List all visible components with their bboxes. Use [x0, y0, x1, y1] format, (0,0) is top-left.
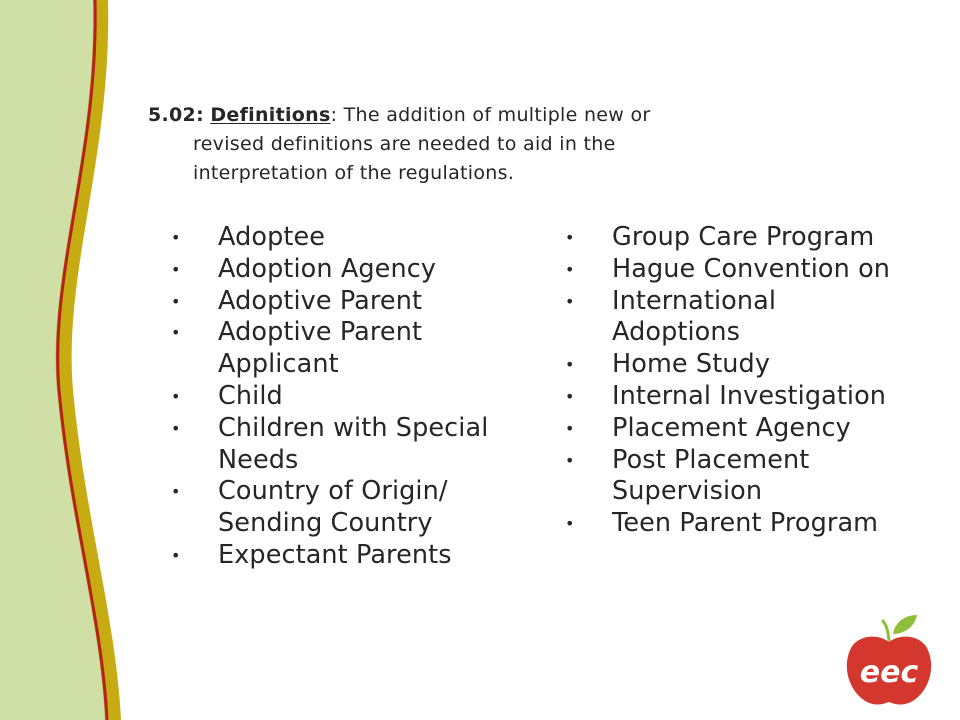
- term-item-internal-investigation: [562, 381, 942, 413]
- term-item-home-study: [562, 349, 942, 381]
- term-text: Sending Country: [218, 508, 433, 539]
- term-item-expectant-parents: [168, 540, 513, 572]
- definitions-list-left: [168, 222, 513, 572]
- bullet-icon: •: [171, 386, 181, 406]
- term-item-country-of-origin-sending-country: [168, 476, 513, 540]
- term-item-hague-convention-on: [562, 254, 942, 286]
- term-text: Hague Convention on: [612, 253, 891, 284]
- term-text: Country of Origin/: [218, 476, 448, 507]
- term-text: Group Care Program: [612, 222, 875, 252]
- apple-logo-icon: [843, 612, 935, 708]
- term-text: Children with Special: [218, 412, 489, 443]
- bullet-icon: •: [565, 514, 575, 534]
- term-text: Child: [218, 380, 283, 411]
- term-text: Expectant Parents: [218, 539, 452, 570]
- bullet-icon: •: [565, 228, 575, 247]
- term-text: Applicant: [218, 349, 339, 380]
- term-text: Teen Parent Program: [612, 508, 879, 539]
- term-text: International: [612, 285, 777, 316]
- term-text: Placement Agency: [612, 412, 851, 443]
- term-text: Adoptions: [612, 317, 741, 348]
- bullet-icon: •: [565, 450, 575, 470]
- term-item-adoption-agency: [168, 254, 513, 286]
- bullet-icon: •: [171, 418, 181, 438]
- term-text: Adoptive Parent: [218, 285, 423, 316]
- section-number: 5.02:: [148, 104, 204, 126]
- decorative-side-band: [0, 0, 140, 720]
- heading-line-2: revised definitions are needed to aid in the: [193, 133, 616, 155]
- term-text: Needs: [218, 444, 299, 475]
- term-item-post-placement-supervision: [562, 445, 942, 509]
- logo-text: eec: [859, 655, 919, 690]
- heading-line-3: interpretation of the regulations.: [193, 162, 515, 184]
- term-item-teen-parent-program: [562, 508, 942, 540]
- bullet-icon: •: [171, 291, 181, 311]
- bullet-icon: •: [171, 323, 181, 343]
- term-item-children-with-special-needs: [168, 413, 513, 477]
- section-colon: :: [330, 104, 338, 126]
- term-text: Adoption Agency: [218, 253, 437, 284]
- section-term: Definitions: [210, 104, 331, 126]
- bullet-icon: •: [565, 386, 575, 406]
- term-text: Supervision: [612, 476, 763, 507]
- heading-line-1: [148, 101, 788, 130]
- term-text: Adoptee: [218, 222, 326, 252]
- bullet-icon: •: [565, 418, 575, 438]
- eec-logo: [843, 612, 935, 708]
- term-item-adoptive-parent: [168, 286, 513, 318]
- bullet-icon: •: [171, 228, 181, 247]
- logo-leaf: [893, 615, 917, 634]
- heading-text-1: The addition of multiple new or: [337, 104, 651, 126]
- term-text: Internal Investigation: [612, 380, 887, 411]
- term-text: Home Study: [612, 349, 771, 380]
- bullet-icon: •: [565, 291, 575, 311]
- bullet-icon: •: [171, 545, 181, 565]
- term-item-adoptee: [168, 222, 513, 254]
- term-item-group-care-program: [562, 222, 942, 254]
- bullet-icon: •: [171, 259, 181, 279]
- logo-stem: [883, 621, 889, 640]
- definitions-list-right: [562, 222, 942, 540]
- term-text: Post Placement: [612, 444, 810, 475]
- bullet-icon: •: [565, 259, 575, 279]
- term-item-adoptive-parent-applicant: [168, 317, 513, 381]
- bullet-icon: •: [171, 482, 181, 502]
- term-item-placement-agency: [562, 413, 942, 445]
- term-item-international-adoptions: [562, 286, 942, 350]
- term-item-child: [168, 381, 513, 413]
- term-text: Adoptive Parent: [218, 317, 423, 348]
- section-heading: [148, 101, 788, 188]
- bullet-icon: •: [565, 355, 575, 375]
